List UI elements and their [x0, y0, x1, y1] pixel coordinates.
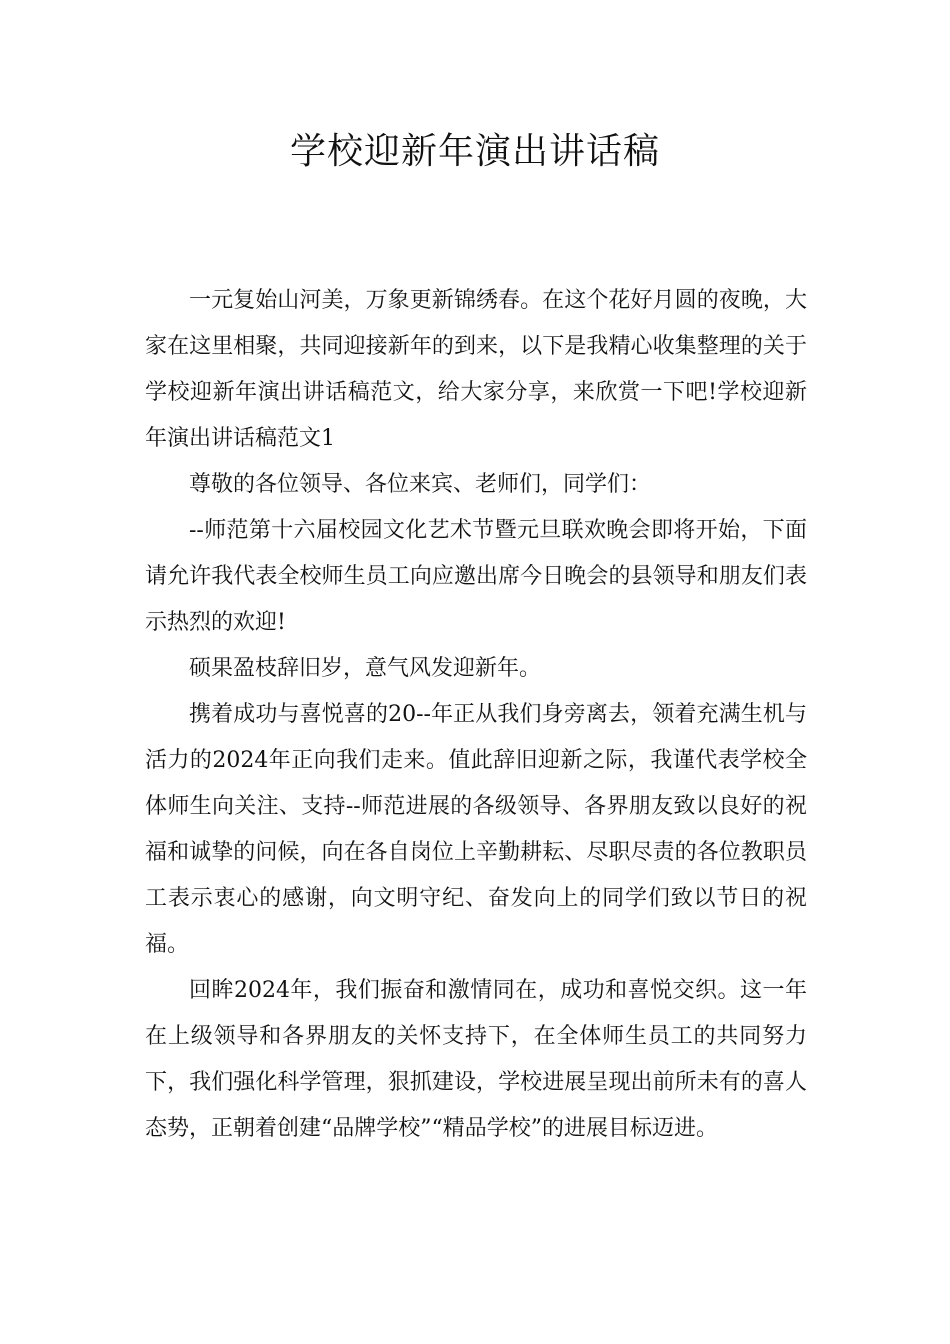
paragraph-salutation: 尊敬的各位领导、各位来宾、老师们，同学们：: [189, 472, 652, 497]
document-body: [145, 278, 807, 1152]
paragraph-review: 回眸2024年，我们振奋和激情同在，成功和喜悦交织。这一年在上级领导和各界朋友的关怀支持下，在全体师生员工的共同努力下，我们强化科学管理，狠抓建设，学校进展呈现出前所未有的喜人态势，正朝着创建“品牌学校”“精品学校”的进展目标迈进。: [145, 978, 807, 1141]
document-title: 学校迎新年演出讲话稿: [289, 131, 660, 172]
paragraph-couplet: 硕果盈枝辞旧岁，意气风发迎新年。: [189, 656, 542, 681]
paragraph-welcome: --师范第十六届校园文化艺术节暨元旦联欢晚会即将开始，下面请允许我代表全校师生员工向应邀出席今日晚会的县领导和朋友们表示热烈的欢迎!: [145, 518, 807, 635]
paragraph-intro: 一元复始山河美，万象更新锦绣春。在这个花好月圆的夜晚，大家在这里相聚，共同迎接新年的到来，以下是我精心收集整理的关于学校迎新年演出讲话稿范文，给大家分享，来欣赏一下吧!学校迎新年演出讲话稿范文1: [145, 288, 807, 451]
paragraph-greetings: 携着成功与喜悦喜的20--年正从我们身旁离去，领着充满生机与活力的2024年正向我们走来。值此辞旧迎新之际，我谨代表学校全体师生向关注、支持--师范进展的各级领导、各界朋友致以良好的祝福和诚挚的问候，向在各自岗位上辛勤耕耘、尽职尽责的各位教职员工表示衷心的感谢，向文明守纪、奋发向上的同学们致以节日的祝福。: [145, 702, 807, 957]
